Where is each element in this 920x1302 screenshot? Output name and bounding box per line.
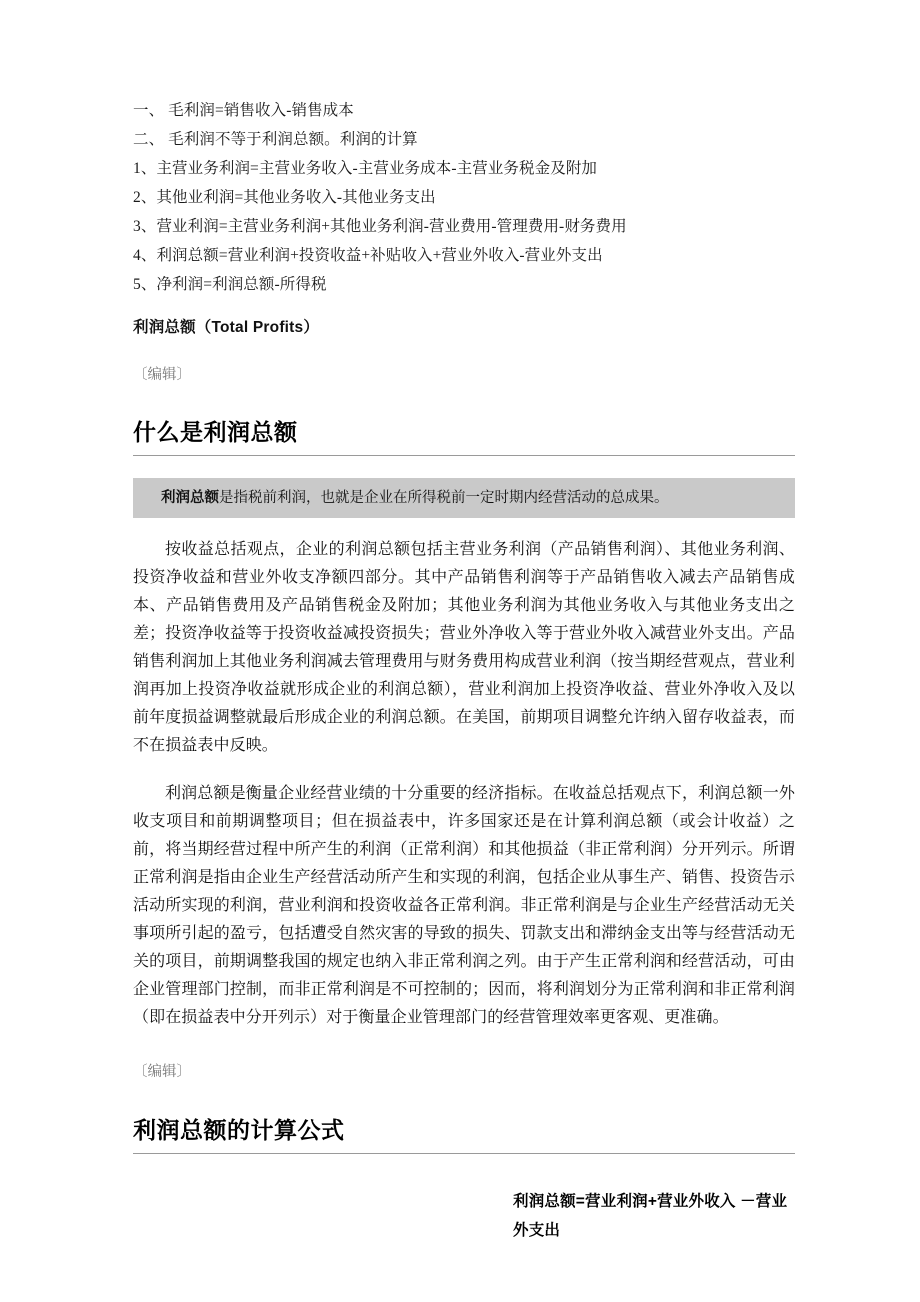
- document-content: [133, 96, 795, 1245]
- definition-rest: 是指税前利润，也就是企业在所得税前一定时期内经营活动的总成果。: [219, 490, 669, 506]
- list-item: 二、 毛利润不等于利润总额。利润的计算: [133, 131, 418, 148]
- definition-term: 利润总额: [161, 490, 219, 506]
- edit-link-first[interactable]: 〔编辑〕: [133, 367, 191, 383]
- section-heading-formula: 利润总额的计算公式: [133, 1115, 795, 1154]
- list-item: 2、其他业利润=其他业务收入-其他业务支出: [133, 189, 436, 206]
- list-item: 3、营业利润=主营业务利润+其他业务利润-营业费用-管理费用-财务费用: [133, 218, 627, 235]
- body-paragraph: 利润总额是衡量企业经营业绩的十分重要的经济指标。在收益总括观点下，利润总额一外收支项目和前期调整项目；但在损益表中，许多国家还是在计算利润总额（或会计收益）之前，将当期经营过程中所产生的利润（正常利润）和其他损益（非正常利润）分开列示。所谓正常利润是指由企业生产经营活动所产生和实现的利润，包括企业从事生产、销售、投资告示活动所实现的利润，营业利润和投资收益各正常利润。非正常利润是与企业生产经营活动无关事项所引起的盈亏，包括遭受自然灾害的导致的损失、罚款支出和滞纳金支出等与经营活动无关的项目，前期调整我国的规定也纳入非正常利润之列。由于产生正常利润和经营活动，可由企业管理部门控制，而非正常利润是不可控制的；因而，将利润划分为正常利润和非正常利润（即在损益表中分开列示）对于衡量企业管理部门的经营管理效率更客观、更准确。: [133, 785, 795, 1026]
- list-item: 5、净利润=利润总额-所得税: [133, 276, 327, 293]
- section-heading-what-is: 什么是利润总额: [133, 417, 795, 456]
- formula-block-wrapper: [133, 1187, 795, 1245]
- definition-highlight-bar: [133, 478, 795, 518]
- body-paragraph: 按收益总括观点，企业的利润总额包括主营业务利润（产品销售利润）、其他业务利润、投资净收益和营业外收支净额四部分。其中产品销售利润等于产品销售收入减去产品销售成本、产品销售费用及产品销售税金及附加；其他业务利润为其他业务收入与其他业务支出之差；投资净收益等于投资收益减投资损失；营业外净收入等于营业外收入减营业外支出。产品销售利润加上其他业务利润减去管理费用与财务费用构成营业利润（按当期经营观点，营业利润再加上投资净收益就形成企业的利润总额），营业利润加上投资净收益、营业外净收入及以前年度损益调整就最后形成企业的利润总额。在美国，前期项目调整允许纳入留存收益表，而不在损益表中反映。: [133, 541, 795, 754]
- entry-title-caption: 利润总额（Total Profits）: [133, 319, 320, 336]
- list-item: 一、 毛利润=销售收入-销售成本: [133, 102, 354, 119]
- list-item: 1、主营业务利润=主营业务收入-主营业务成本-主营业务税金及附加: [133, 160, 598, 177]
- profit-formula-list: [133, 96, 795, 299]
- edit-link-second[interactable]: 〔编辑〕: [133, 1064, 191, 1080]
- total-profit-formula: 利润总额=营业利润+营业外收入 －营业外支出: [513, 1193, 788, 1239]
- list-item: 4、利润总额=营业利润+投资收益+补贴收入+营业外收入-营业外支出: [133, 247, 603, 264]
